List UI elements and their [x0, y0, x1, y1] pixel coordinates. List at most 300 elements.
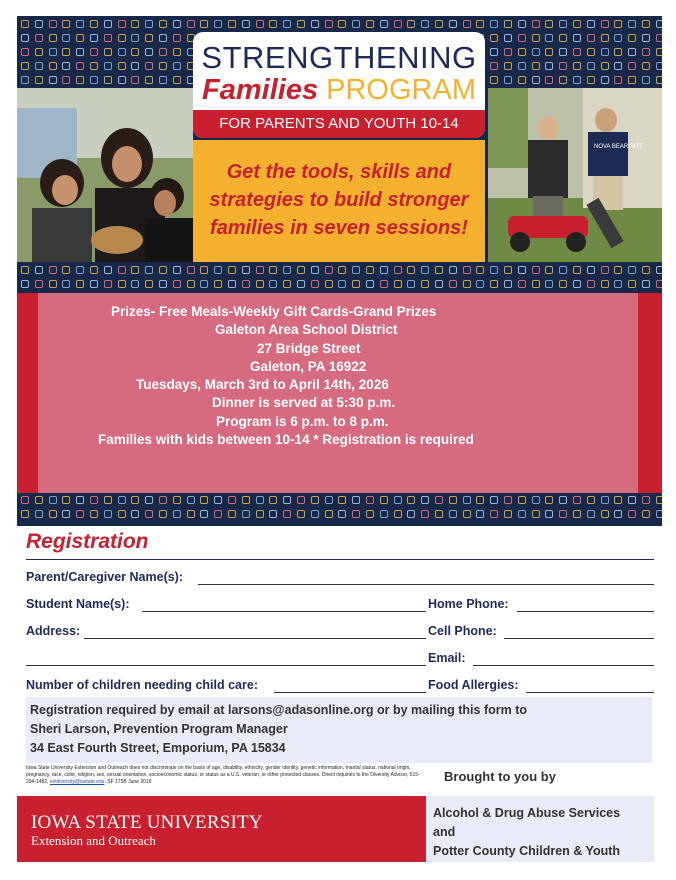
pattern-square [559, 76, 567, 84]
pattern-square [642, 34, 650, 42]
pattern-square [573, 20, 581, 28]
pattern-square [118, 20, 126, 28]
pattern-square [90, 48, 98, 56]
pattern-square [366, 20, 374, 28]
pattern-square [76, 496, 84, 504]
pattern-square [532, 34, 540, 42]
pattern-square [628, 76, 636, 84]
pattern-square [256, 20, 264, 28]
email-field[interactable] [473, 665, 654, 666]
pattern-square [118, 266, 126, 274]
pattern-square [49, 20, 57, 28]
pattern-square [614, 48, 622, 56]
pattern-square [559, 34, 567, 42]
pattern-square [435, 266, 443, 274]
pattern-square [173, 48, 181, 56]
disclaimer-email-link[interactable]: extdiversity@iastate.edu [49, 779, 105, 785]
pattern-square [476, 280, 484, 288]
pattern-square [435, 496, 443, 504]
pattern-square [449, 280, 457, 288]
pattern-square [118, 280, 126, 288]
pattern-square [35, 510, 43, 518]
pattern-square [311, 20, 319, 28]
pattern-square [601, 62, 609, 70]
pattern-square [104, 266, 112, 274]
pattern-square [463, 266, 471, 274]
pattern-square [49, 280, 57, 288]
pattern-square [76, 76, 84, 84]
disclaimer [26, 765, 424, 786]
pattern-square [573, 34, 581, 42]
pattern-square [90, 20, 98, 28]
pattern-square [366, 510, 374, 518]
pattern-square [490, 20, 498, 28]
pattern-square [504, 266, 512, 274]
pattern-square [311, 496, 319, 504]
pattern-square [90, 280, 98, 288]
pattern-square [421, 20, 429, 28]
program-title-box [193, 32, 485, 138]
pattern-square [587, 20, 595, 28]
pattern-square [159, 20, 167, 28]
pattern-square [49, 266, 57, 274]
pattern-square [76, 280, 84, 288]
pattern-square [62, 280, 70, 288]
pattern-square [104, 280, 112, 288]
contact-line-1: Registration required by email at larsons@adasonline.org or by mailing this form to [30, 703, 528, 717]
pattern-square [35, 20, 43, 28]
pattern-square [200, 266, 208, 274]
pattern-square [62, 266, 70, 274]
pattern-square [159, 510, 167, 518]
contact-line-3: 34 East Fourth Street, Emporium, PA 15834 [30, 741, 286, 755]
pattern-square [35, 496, 43, 504]
pattern-square [62, 20, 70, 28]
pattern-square [256, 510, 264, 518]
pattern-square [587, 48, 595, 56]
pattern-square [21, 510, 29, 518]
pattern-square [131, 280, 139, 288]
event-dates: Tuesdays, March 3rd to April 14th, 2026 [136, 377, 389, 393]
cell-phone-label: Cell Phone: [428, 624, 497, 638]
brought-to-you-by: Brought to you by [444, 769, 556, 784]
pattern-square [297, 266, 305, 274]
pattern-square [187, 266, 195, 274]
pattern-square [62, 62, 70, 70]
pattern-square [490, 496, 498, 504]
pattern-square [35, 280, 43, 288]
isu-sub: Extension and Outreach [31, 833, 156, 848]
pattern-square [311, 266, 319, 274]
pattern-square [228, 496, 236, 504]
title-program: PROGRAM [326, 74, 476, 106]
pattern-square [601, 48, 609, 56]
pattern-square [366, 496, 374, 504]
pattern-square [532, 20, 540, 28]
pattern-square [118, 48, 126, 56]
pattern-square [159, 280, 167, 288]
pattern-square [76, 34, 84, 42]
event-city: Galeton, PA 16922 [250, 358, 367, 374]
pattern-square [173, 266, 181, 274]
pattern-square [338, 20, 346, 28]
lawnmower-photo [488, 88, 662, 262]
pattern-square [504, 496, 512, 504]
pattern-square [256, 280, 264, 288]
sponsors-box [426, 796, 654, 862]
pattern-square [104, 62, 112, 70]
pattern-square [601, 510, 609, 518]
pattern-square [573, 496, 581, 504]
pattern-square [518, 510, 526, 518]
pattern-square [504, 76, 512, 84]
pattern-square [518, 34, 526, 42]
pattern-square [476, 510, 484, 518]
disclaimer-tail: . SF 175B June 2019 [104, 779, 152, 785]
pattern-square [269, 20, 277, 28]
pattern-square [518, 76, 526, 84]
pattern-square [532, 266, 540, 274]
pattern-square [587, 280, 595, 288]
child-care-label: Number of children needing child care: [26, 678, 258, 692]
pattern-square [518, 266, 526, 274]
disclaimer-text: Iowa State University Extension and Outreach does not discriminate on the basis of age, disability, ethnicity, gender identity, genetic information, marital status, national origin, pregnancy, race, color, religion, sex, sexual orientation, socioeconomic status, or status as a U.S. veteran, or other protected classes. Direct inquiries to the Diversity Advisor, 515-294-1482, [26, 765, 420, 785]
pattern-square [545, 280, 553, 288]
pattern-square [490, 280, 498, 288]
pattern-square [311, 510, 319, 518]
pattern-square [380, 510, 388, 518]
pattern-square [49, 62, 57, 70]
pattern-square [435, 20, 443, 28]
pattern-square [131, 510, 139, 518]
pattern-square [407, 510, 415, 518]
pattern-square [421, 280, 429, 288]
pattern-square [476, 266, 484, 274]
pattern-square [35, 34, 43, 42]
pattern-square [214, 20, 222, 28]
family-photo [17, 88, 193, 262]
contact-line-2: Sheri Larson, Prevention Program Manager [30, 722, 288, 736]
event-dinner: Dinner is served at 5:30 p.m. [212, 395, 396, 411]
pattern-square [614, 62, 622, 70]
pattern-square [283, 20, 291, 28]
pattern-square [518, 280, 526, 288]
pattern-square [573, 280, 581, 288]
pattern-square [559, 510, 567, 518]
pattern-square [407, 266, 415, 274]
tagline-line-2: strategies to build stronger [209, 189, 469, 211]
pattern-square [21, 34, 29, 42]
pattern-square [490, 266, 498, 274]
pattern-square [145, 76, 153, 84]
pattern-square [628, 266, 636, 274]
pattern-square [269, 266, 277, 274]
pattern-square [545, 266, 553, 274]
pattern-square [421, 496, 429, 504]
pattern-square [642, 20, 650, 28]
pattern-square [242, 266, 250, 274]
pattern-square [76, 266, 84, 274]
pattern-square [187, 280, 195, 288]
pattern-square [297, 510, 305, 518]
pattern-square [62, 34, 70, 42]
pattern-square [463, 20, 471, 28]
pattern-square [325, 496, 333, 504]
pattern-square [118, 62, 126, 70]
pattern-square [587, 62, 595, 70]
pattern-square [532, 48, 540, 56]
pattern-square [490, 48, 498, 56]
pattern-square [269, 510, 277, 518]
pattern-square [545, 20, 553, 28]
pattern-square [131, 20, 139, 28]
pattern-square [173, 34, 181, 42]
pattern-square [573, 266, 581, 274]
pattern-square [76, 48, 84, 56]
event-school: Galeton Area School District [215, 322, 398, 338]
pattern-square [394, 510, 402, 518]
pattern-square [366, 280, 374, 288]
pattern-square [545, 48, 553, 56]
pattern-square [476, 496, 484, 504]
event-program-time: Program is 6 p.m. to 8 p.m. [216, 413, 389, 429]
subtitle-bar [193, 110, 485, 138]
registration-heading: Registration [26, 530, 149, 553]
home-phone-field[interactable] [517, 611, 654, 612]
pattern-square [173, 510, 181, 518]
pattern-square [145, 34, 153, 42]
pattern-square [173, 280, 181, 288]
pattern-square [62, 48, 70, 56]
pattern-square [187, 20, 195, 28]
address-field[interactable] [84, 638, 426, 639]
pattern-square [463, 496, 471, 504]
pattern-square [518, 20, 526, 28]
pattern-square [601, 266, 609, 274]
pattern-square [256, 496, 264, 504]
pattern-square [421, 266, 429, 274]
address-label: Address: [26, 624, 81, 638]
tagline-line-1: Get the tools, skills and [226, 161, 452, 183]
pattern-square [642, 280, 650, 288]
pattern-square [573, 510, 581, 518]
pattern-square [145, 266, 153, 274]
pattern-square [256, 266, 264, 274]
pattern-square [504, 510, 512, 518]
cell-phone-field[interactable] [504, 638, 654, 639]
food-allergies-field[interactable] [526, 692, 654, 693]
pattern-square [104, 20, 112, 28]
isu-name: IOWA STATE UNIVERSITY [31, 812, 263, 833]
pattern-square [394, 266, 402, 274]
pattern-square [352, 496, 360, 504]
event-info-box [38, 293, 638, 493]
pattern-square [118, 76, 126, 84]
pattern-square [545, 34, 553, 42]
pattern-square [21, 496, 29, 504]
subtitle: FOR PARENTS AND YOUTH 10-14 [219, 115, 459, 132]
pattern-square [380, 496, 388, 504]
pattern-square [614, 510, 622, 518]
pattern-square [131, 62, 139, 70]
pattern-square [159, 266, 167, 274]
pattern-square [118, 34, 126, 42]
pattern-square [614, 280, 622, 288]
pattern-square [532, 62, 540, 70]
pattern-square [62, 510, 70, 518]
pattern-square [366, 266, 374, 274]
pattern-square [656, 280, 662, 288]
pattern-square [642, 62, 650, 70]
pattern-square [76, 510, 84, 518]
tagline-box [193, 140, 485, 262]
pattern-square [518, 48, 526, 56]
pattern-square [476, 20, 484, 28]
pattern-square [104, 496, 112, 504]
event-families: Families with kids between 10-14 * Registration is required [98, 432, 474, 448]
pattern-square [90, 34, 98, 42]
child-care-field[interactable] [274, 692, 426, 693]
pattern-square [187, 510, 195, 518]
pattern-square [628, 62, 636, 70]
pattern-square [131, 496, 139, 504]
pattern-square [642, 510, 650, 518]
pattern-square [559, 266, 567, 274]
pattern-square [214, 510, 222, 518]
pattern-square [628, 510, 636, 518]
pattern-square [283, 280, 291, 288]
pattern-square [656, 48, 662, 56]
pattern-square [118, 510, 126, 518]
pattern-square [642, 496, 650, 504]
pattern-square [490, 34, 498, 42]
pattern-square [628, 496, 636, 504]
pattern-square [628, 34, 636, 42]
pattern-square [283, 510, 291, 518]
pattern-square [49, 76, 57, 84]
pattern-square [545, 496, 553, 504]
pattern-square [228, 280, 236, 288]
pattern-square [614, 20, 622, 28]
pattern-square [352, 280, 360, 288]
pattern-square [35, 76, 43, 84]
address-line-2-field[interactable] [26, 665, 426, 666]
pattern-square [394, 280, 402, 288]
home-phone-label: Home Phone: [428, 597, 509, 611]
pattern-square [656, 34, 662, 42]
pattern-square [242, 20, 250, 28]
pattern-square [394, 20, 402, 28]
pattern-square [200, 510, 208, 518]
heading-underline [26, 559, 654, 560]
pattern-square [352, 510, 360, 518]
pattern-square [338, 510, 346, 518]
pattern-square [35, 62, 43, 70]
pattern-square [297, 496, 305, 504]
pattern-square [242, 280, 250, 288]
pattern-square [214, 496, 222, 504]
pattern-square [187, 496, 195, 504]
pattern-square [104, 510, 112, 518]
pattern-square [628, 48, 636, 56]
sponsor-1: Alcohol & Drug Abuse Services [433, 806, 621, 820]
pattern-square [656, 76, 662, 84]
pattern-square [407, 280, 415, 288]
event-street: 27 Bridge Street [257, 340, 361, 356]
pattern-square [325, 20, 333, 28]
pattern-square [601, 280, 609, 288]
pattern-square [104, 48, 112, 56]
pattern-square [159, 34, 167, 42]
pattern-square [573, 48, 581, 56]
student-name-field[interactable] [142, 611, 426, 612]
pattern-square [642, 266, 650, 274]
pattern-square [159, 62, 167, 70]
pattern-square [338, 280, 346, 288]
pattern-square [62, 496, 70, 504]
pattern-square [21, 280, 29, 288]
pattern-square [656, 496, 662, 504]
pattern-square [559, 62, 567, 70]
pattern-square [325, 510, 333, 518]
pattern-square [145, 62, 153, 70]
pattern-square [49, 48, 57, 56]
pattern-square [49, 496, 57, 504]
pattern-square [490, 510, 498, 518]
pattern-square [532, 510, 540, 518]
title-strengthening: STRENGTHENING [201, 40, 477, 75]
food-allergies-label: Food Allergies: [428, 678, 519, 692]
pattern-square [587, 510, 595, 518]
pattern-square [587, 34, 595, 42]
pattern-square [601, 496, 609, 504]
pattern-square [90, 62, 98, 70]
isu-logo-block [17, 796, 426, 862]
pattern-square [407, 20, 415, 28]
pattern-square [325, 266, 333, 274]
pattern-square [504, 20, 512, 28]
pattern-square [380, 266, 388, 274]
pattern-square [200, 496, 208, 504]
pattern-square [269, 496, 277, 504]
pattern-square [601, 76, 609, 84]
pattern-square [131, 76, 139, 84]
pattern-square [532, 496, 540, 504]
pattern-square [21, 76, 29, 84]
pattern-square [21, 266, 29, 274]
pattern-square [200, 280, 208, 288]
pattern-square [642, 76, 650, 84]
pattern-square [131, 266, 139, 274]
parent-name-field[interactable] [198, 584, 654, 585]
pattern-square [90, 510, 98, 518]
pattern-square [297, 20, 305, 28]
pattern-square [559, 280, 567, 288]
pattern-square [559, 48, 567, 56]
pattern-square [449, 266, 457, 274]
pattern-square [573, 76, 581, 84]
pattern-square [394, 496, 402, 504]
pattern-square [449, 510, 457, 518]
pattern-square [228, 266, 236, 274]
pattern-square [656, 266, 662, 274]
pattern-square [380, 280, 388, 288]
sponsor-and: and [433, 825, 456, 839]
pattern-square [311, 280, 319, 288]
pattern-square [338, 496, 346, 504]
pattern-square [435, 280, 443, 288]
pattern-square [228, 510, 236, 518]
